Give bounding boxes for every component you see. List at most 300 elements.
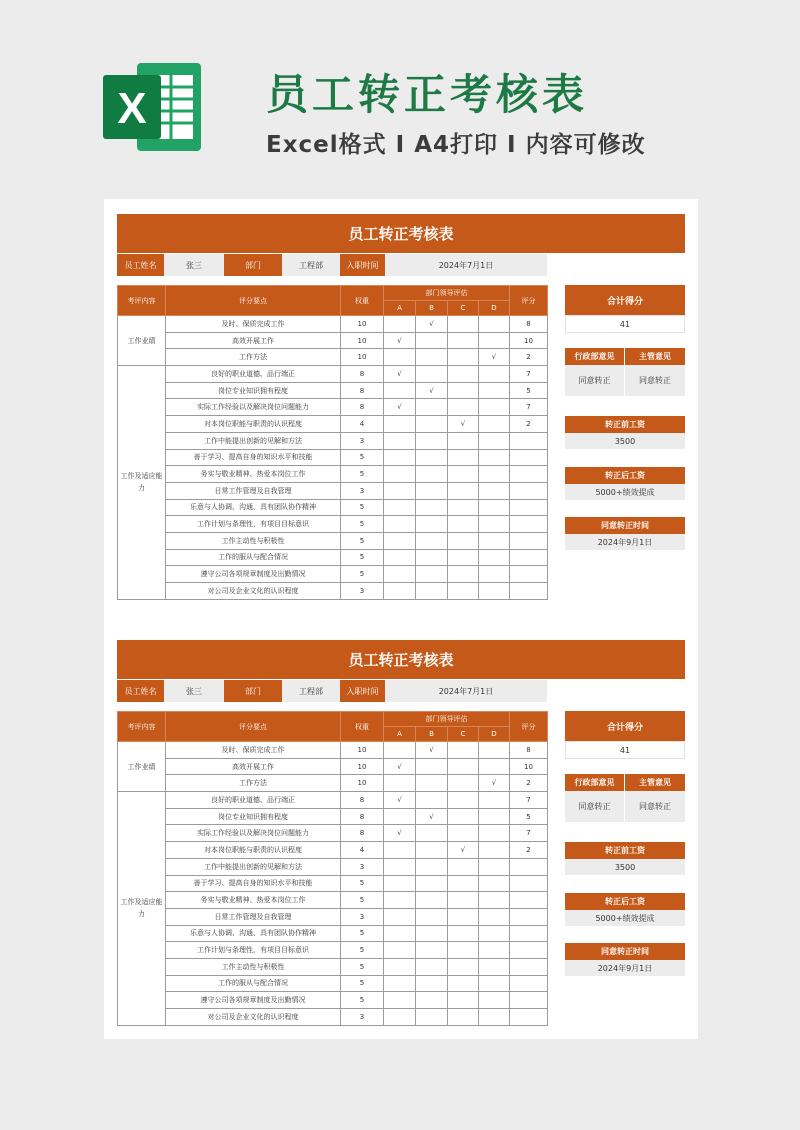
cell-score[interactable] [510, 958, 548, 975]
approval-date-value[interactable]: 2024年9月1日 [565, 534, 685, 550]
cell-weight[interactable]: 5 [341, 942, 384, 959]
cell-a[interactable] [384, 808, 416, 825]
cell-d[interactable] [479, 416, 510, 433]
cell-d[interactable] [479, 482, 510, 499]
col-category: 考评内容 [118, 286, 166, 316]
cell-item: 对公司及企业文化的认识程度 [166, 1009, 341, 1026]
cell-item: 良好的职业道德、品行端正 [166, 366, 341, 383]
pre-salary-value[interactable]: 3500 [565, 859, 685, 875]
cell-c[interactable] [448, 825, 479, 842]
cell-b[interactable] [416, 892, 448, 909]
cell-item: 务实与敬业精神、热爱本岗位工作 [166, 892, 341, 909]
cell-item: 良好的职业道德、品行端正 [166, 792, 341, 809]
manager-label: 主管意见 [625, 774, 685, 791]
cell-c[interactable] [448, 566, 479, 583]
cell-score[interactable] [510, 499, 548, 516]
cell-c[interactable] [448, 875, 479, 892]
cell-a[interactable]: √ [384, 792, 416, 809]
cell-d[interactable]: √ [479, 775, 510, 792]
cell-weight[interactable]: 5 [341, 992, 384, 1009]
cell-b[interactable] [416, 449, 448, 466]
cell-d[interactable] [479, 975, 510, 992]
cell-weight[interactable]: 5 [341, 875, 384, 892]
table-row [118, 349, 548, 366]
cell-item: 工作方法 [166, 349, 341, 366]
cell-b[interactable] [416, 942, 448, 959]
cell-d[interactable] [479, 808, 510, 825]
cell-d[interactable] [479, 1009, 510, 1026]
cell-b[interactable] [416, 549, 448, 566]
cell-c[interactable] [448, 858, 479, 875]
cell-item: 工作的服从与配合情况 [166, 549, 341, 566]
table-row [118, 875, 548, 892]
cell-a[interactable]: √ [384, 332, 416, 349]
cell-weight[interactable]: 5 [341, 516, 384, 533]
cell-b[interactable] [416, 908, 448, 925]
cell-d[interactable] [479, 549, 510, 566]
approval-date-label: 同意转正时间 [565, 517, 685, 534]
cell-b[interactable] [416, 416, 448, 433]
sheet-title: 员工转正考核表 [117, 640, 685, 679]
name-label: 员工姓名 [117, 254, 164, 276]
join-label: 入职时间 [340, 254, 385, 276]
table-row [118, 566, 548, 583]
cell-item: 工作方法 [166, 775, 341, 792]
col-category: 考评内容 [118, 712, 166, 742]
info-row [117, 254, 547, 276]
cell-a[interactable] [384, 1009, 416, 1026]
cell-c[interactable] [448, 775, 479, 792]
cell-d[interactable] [479, 792, 510, 809]
cell-a[interactable] [384, 566, 416, 583]
cell-c[interactable] [448, 908, 479, 925]
admin-value[interactable]: 同意转正 [565, 365, 625, 396]
cell-score[interactable] [510, 432, 548, 449]
logo-letter: X [117, 84, 147, 133]
cell-item: 遵守公司各项规章制度及出勤情况 [166, 992, 341, 1009]
cell-score[interactable]: 2 [510, 842, 548, 859]
cell-d[interactable] [479, 842, 510, 859]
cell-item: 实际工作经验以及解决岗位问题能力 [166, 825, 341, 842]
post-salary-value[interactable]: 5000+绩效提成 [565, 910, 685, 926]
cell-c[interactable] [448, 532, 479, 549]
cell-a[interactable] [384, 925, 416, 942]
cell-score[interactable]: 10 [510, 758, 548, 775]
manager-value[interactable]: 同意转正 [625, 365, 685, 396]
cell-weight[interactable]: 5 [341, 958, 384, 975]
cell-weight[interactable]: 5 [341, 892, 384, 909]
cell-a[interactable] [384, 416, 416, 433]
name-value[interactable]: 张三 [164, 680, 224, 702]
cell-d[interactable] [479, 825, 510, 842]
cell-a[interactable] [384, 775, 416, 792]
page-title: 员工转正考核表 [266, 70, 589, 119]
cell-b[interactable] [416, 992, 448, 1009]
cell-b[interactable] [416, 332, 448, 349]
cell-c[interactable] [448, 742, 479, 759]
approval-date-value[interactable]: 2024年9月1日 [565, 960, 685, 976]
col-c: C [448, 727, 479, 742]
cell-item: 工作主动性与积极性 [166, 532, 341, 549]
cell-a[interactable] [384, 583, 416, 600]
table-row [118, 892, 548, 909]
cell-d[interactable] [479, 742, 510, 759]
cell-item: 工作主动性与积极性 [166, 958, 341, 975]
cell-weight[interactable]: 10 [341, 742, 384, 759]
cell-b[interactable] [416, 1009, 448, 1026]
cell-weight[interactable]: 3 [341, 583, 384, 600]
cell-score[interactable] [510, 516, 548, 533]
cell-d[interactable] [479, 958, 510, 975]
table-row [118, 942, 548, 959]
cell-b[interactable] [416, 758, 448, 775]
dept-value[interactable]: 工程部 [282, 254, 340, 276]
cell-c[interactable] [448, 958, 479, 975]
cell-c[interactable] [448, 366, 479, 383]
table-row [118, 825, 548, 842]
cell-a[interactable]: √ [384, 366, 416, 383]
cell-d[interactable] [479, 449, 510, 466]
cell-weight[interactable]: 8 [341, 382, 384, 399]
cell-c[interactable] [448, 925, 479, 942]
cell-a[interactable] [384, 842, 416, 859]
cell-d[interactable] [479, 532, 510, 549]
cell-b[interactable] [416, 583, 448, 600]
cell-weight[interactable]: 5 [341, 449, 384, 466]
table-row [118, 532, 548, 549]
total-label: 合计得分 [565, 711, 685, 741]
cell-score[interactable]: 8 [510, 742, 548, 759]
cell-d[interactable] [479, 892, 510, 909]
cell-c[interactable] [448, 482, 479, 499]
cell-score[interactable] [510, 858, 548, 875]
cell-a[interactable] [384, 742, 416, 759]
post-salary-value[interactable]: 5000+绩效提成 [565, 484, 685, 500]
table-row [118, 549, 548, 566]
cell-c[interactable] [448, 432, 479, 449]
cell-c[interactable] [448, 758, 479, 775]
cell-b[interactable] [416, 366, 448, 383]
cell-c[interactable] [448, 1009, 479, 1026]
cell-score[interactable]: 7 [510, 792, 548, 809]
table-row [118, 758, 548, 775]
join-value[interactable]: 2024年7月1日 [385, 680, 547, 702]
cell-b[interactable] [416, 858, 448, 875]
cell-score[interactable] [510, 975, 548, 992]
post-salary-label: 转正后工资 [565, 893, 685, 910]
cell-d[interactable] [479, 758, 510, 775]
cell-score[interactable] [510, 482, 548, 499]
cell-item: 及时、保质完成工作 [166, 316, 341, 333]
evaluation-table [117, 711, 548, 1026]
cell-weight[interactable]: 4 [341, 416, 384, 433]
cell-score[interactable] [510, 549, 548, 566]
cell-weight[interactable]: 5 [341, 925, 384, 942]
cell-d[interactable] [479, 499, 510, 516]
cell-weight[interactable]: 8 [341, 366, 384, 383]
cell-c[interactable] [448, 792, 479, 809]
cell-weight[interactable]: 8 [341, 399, 384, 416]
cell-a[interactable]: √ [384, 825, 416, 842]
admin-label: 行政部意见 [565, 348, 625, 365]
cell-b[interactable]: √ [416, 742, 448, 759]
cell-weight[interactable]: 5 [341, 566, 384, 583]
cell-score[interactable] [510, 892, 548, 909]
join-value[interactable]: 2024年7月1日 [385, 254, 547, 276]
cell-score[interactable] [510, 875, 548, 892]
cell-b[interactable] [416, 349, 448, 366]
cell-weight[interactable]: 3 [341, 858, 384, 875]
cell-b[interactable]: √ [416, 808, 448, 825]
col-item: 评分要点 [166, 286, 341, 316]
cell-b[interactable] [416, 842, 448, 859]
cell-a[interactable] [384, 449, 416, 466]
cell-b[interactable]: √ [416, 382, 448, 399]
cell-d[interactable] [479, 942, 510, 959]
cell-weight[interactable]: 3 [341, 1009, 384, 1026]
table-row [118, 808, 548, 825]
cell-d[interactable] [479, 908, 510, 925]
cell-d[interactable]: √ [479, 349, 510, 366]
cell-d[interactable] [479, 566, 510, 583]
cell-b[interactable] [416, 399, 448, 416]
cell-weight[interactable]: 5 [341, 975, 384, 992]
cell-c[interactable] [448, 892, 479, 909]
cell-c[interactable] [448, 399, 479, 416]
cell-weight[interactable]: 10 [341, 349, 384, 366]
table-row [118, 499, 548, 516]
total-value[interactable]: 41 [565, 741, 685, 759]
cell-b[interactable] [416, 975, 448, 992]
cell-b[interactable] [416, 958, 448, 975]
cell-d[interactable] [479, 382, 510, 399]
info-row [117, 680, 547, 702]
cell-a[interactable] [384, 316, 416, 333]
cell-c[interactable] [448, 332, 479, 349]
cell-score[interactable]: 7 [510, 366, 548, 383]
cell-d[interactable] [479, 925, 510, 942]
table-row [118, 792, 548, 809]
sheet-title: 员工转正考核表 [117, 214, 685, 253]
table-row [118, 366, 548, 383]
cell-c[interactable] [448, 449, 479, 466]
cell-b[interactable] [416, 825, 448, 842]
cell-item: 对公司及企业文化的认识程度 [166, 583, 341, 600]
cell-c[interactable] [448, 992, 479, 1009]
manager-value[interactable]: 同意转正 [625, 791, 685, 822]
cell-d[interactable] [479, 875, 510, 892]
cell-score[interactable] [510, 566, 548, 583]
cell-weight[interactable]: 3 [341, 482, 384, 499]
cell-score[interactable] [510, 942, 548, 959]
cell-c[interactable] [448, 975, 479, 992]
table-row [118, 316, 548, 333]
cell-score[interactable] [510, 1009, 548, 1026]
cell-score[interactable]: 10 [510, 332, 548, 349]
cell-weight[interactable]: 10 [341, 758, 384, 775]
cell-d[interactable] [479, 316, 510, 333]
cell-item: 乐意与人协调、沟通、具有团队协作精神 [166, 925, 341, 942]
dept-label: 部门 [224, 680, 282, 702]
cell-weight[interactable]: 5 [341, 499, 384, 516]
cell-c[interactable] [448, 382, 479, 399]
cell-item: 日常工作管理及自我管理 [166, 482, 341, 499]
pre-salary-value[interactable]: 3500 [565, 433, 685, 449]
table-row [118, 399, 548, 416]
cell-d[interactable] [479, 332, 510, 349]
table-row [118, 416, 548, 433]
cell-item: 工作计划与条理性，有项目目标意识 [166, 942, 341, 959]
cell-a[interactable] [384, 499, 416, 516]
cell-score[interactable]: 8 [510, 316, 548, 333]
cell-d[interactable] [479, 858, 510, 875]
cell-b[interactable] [416, 925, 448, 942]
cell-score[interactable] [510, 532, 548, 549]
cell-weight[interactable]: 5 [341, 549, 384, 566]
approval-date-label: 同意转正时间 [565, 943, 685, 960]
cell-weight[interactable]: 3 [341, 908, 384, 925]
evaluation-table [117, 285, 548, 600]
cell-score[interactable]: 5 [510, 808, 548, 825]
col-weight: 权重 [341, 286, 384, 316]
cell-weight[interactable]: 8 [341, 808, 384, 825]
table-row [118, 975, 548, 992]
cell-a[interactable] [384, 532, 416, 549]
cell-d[interactable] [479, 399, 510, 416]
cell-a[interactable] [384, 549, 416, 566]
cell-a[interactable]: √ [384, 758, 416, 775]
cell-b[interactable] [416, 516, 448, 533]
cell-a[interactable] [384, 975, 416, 992]
cell-item: 善于学习、提高自身的知识水平和技能 [166, 875, 341, 892]
cell-score[interactable] [510, 466, 548, 483]
cell-weight[interactable]: 10 [341, 775, 384, 792]
cell-d[interactable] [479, 466, 510, 483]
cell-b[interactable] [416, 532, 448, 549]
cell-score[interactable] [510, 992, 548, 1009]
total-label: 合计得分 [565, 285, 685, 315]
cell-weight[interactable]: 5 [341, 466, 384, 483]
cell-c[interactable] [448, 499, 479, 516]
cell-b[interactable] [416, 482, 448, 499]
cell-a[interactable] [384, 875, 416, 892]
cell-item: 遵守公司各项规章制度及出勤情况 [166, 566, 341, 583]
category-cell: 工作及适应能力 [118, 366, 166, 600]
cell-b[interactable] [416, 792, 448, 809]
cell-c[interactable] [448, 942, 479, 959]
cell-c[interactable] [448, 808, 479, 825]
cell-a[interactable] [384, 466, 416, 483]
admin-value[interactable]: 同意转正 [565, 791, 625, 822]
cell-a[interactable] [384, 908, 416, 925]
table-row [118, 449, 548, 466]
cell-d[interactable] [479, 432, 510, 449]
cell-a[interactable] [384, 349, 416, 366]
dept-value[interactable]: 工程部 [282, 680, 340, 702]
cell-score[interactable]: 5 [510, 382, 548, 399]
cell-a[interactable] [384, 482, 416, 499]
cell-score[interactable] [510, 449, 548, 466]
cell-score[interactable]: 7 [510, 825, 548, 842]
cell-b[interactable] [416, 775, 448, 792]
cell-score[interactable] [510, 925, 548, 942]
dept-label: 部门 [224, 254, 282, 276]
cell-a[interactable] [384, 892, 416, 909]
cell-weight[interactable]: 10 [341, 316, 384, 333]
name-value[interactable]: 张三 [164, 254, 224, 276]
table-row [118, 382, 548, 399]
cell-item: 对本岗位职能与职责的认识程度 [166, 842, 341, 859]
category-cell: 工作业绩 [118, 316, 166, 366]
cell-c[interactable]: √ [448, 842, 479, 859]
page-subtitle: Excel格式 Ⅰ A4打印 Ⅰ 内容可修改 [266, 132, 646, 158]
cell-c[interactable] [448, 349, 479, 366]
col-d: D [479, 301, 510, 316]
cell-item: 工作中能提出创新的见解和方法 [166, 858, 341, 875]
cell-c[interactable] [448, 516, 479, 533]
cell-a[interactable] [384, 516, 416, 533]
cell-a[interactable]: √ [384, 399, 416, 416]
cell-c[interactable] [448, 549, 479, 566]
table-row [118, 992, 548, 1009]
cell-a[interactable] [384, 958, 416, 975]
total-value[interactable]: 41 [565, 315, 685, 333]
cell-b[interactable] [416, 499, 448, 516]
cell-d[interactable] [479, 366, 510, 383]
cell-weight[interactable]: 5 [341, 532, 384, 549]
cell-weight[interactable]: 8 [341, 792, 384, 809]
cell-weight[interactable]: 4 [341, 842, 384, 859]
cell-score[interactable] [510, 583, 548, 600]
join-label: 入职时间 [340, 680, 385, 702]
cell-score[interactable]: 7 [510, 399, 548, 416]
cell-d[interactable] [479, 516, 510, 533]
col-c: C [448, 301, 479, 316]
cell-score[interactable]: 2 [510, 775, 548, 792]
cell-a[interactable] [384, 992, 416, 1009]
cell-weight[interactable]: 10 [341, 332, 384, 349]
cell-a[interactable] [384, 858, 416, 875]
cell-weight[interactable]: 8 [341, 825, 384, 842]
cell-b[interactable] [416, 566, 448, 583]
cell-a[interactable] [384, 942, 416, 959]
cell-b[interactable] [416, 466, 448, 483]
cell-score[interactable]: 2 [510, 349, 548, 366]
cell-c[interactable] [448, 466, 479, 483]
admin-label: 行政部意见 [565, 774, 625, 791]
cell-score[interactable] [510, 908, 548, 925]
cell-score[interactable]: 2 [510, 416, 548, 433]
cell-a[interactable] [384, 382, 416, 399]
table-row [118, 775, 548, 792]
col-a: A [384, 301, 416, 316]
hero-header [0, 0, 800, 190]
cell-d[interactable] [479, 992, 510, 1009]
cell-c[interactable] [448, 583, 479, 600]
table-row [118, 958, 548, 975]
cell-b[interactable]: √ [416, 316, 448, 333]
cell-b[interactable] [416, 432, 448, 449]
cell-c[interactable]: √ [448, 416, 479, 433]
cell-item: 务实与敬业精神、热爱本岗位工作 [166, 466, 341, 483]
cell-d[interactable] [479, 583, 510, 600]
cell-weight[interactable]: 3 [341, 432, 384, 449]
col-group: 部门领导评估 [384, 286, 510, 301]
table-row [118, 1009, 548, 1026]
cell-b[interactable] [416, 875, 448, 892]
cell-c[interactable] [448, 316, 479, 333]
cell-a[interactable] [384, 432, 416, 449]
